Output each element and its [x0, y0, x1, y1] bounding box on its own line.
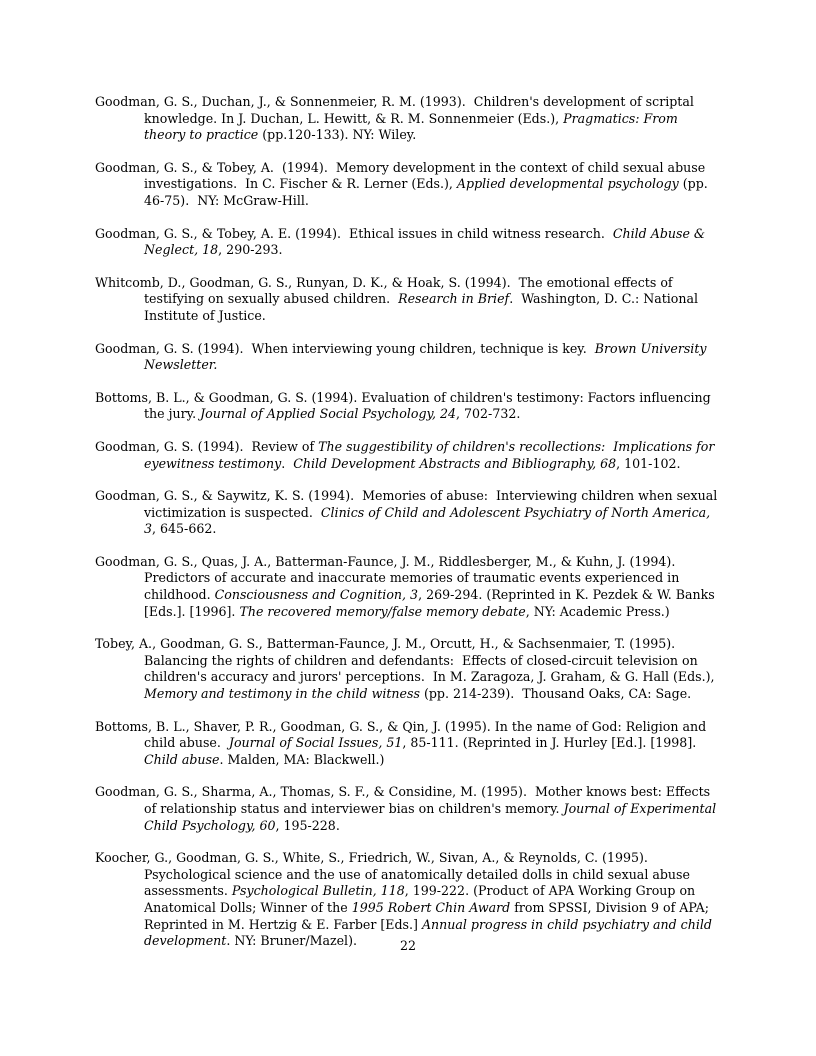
reference-text: . Washington, D. C.: National Institute of Justice. — [144, 291, 703, 323]
reference-italic-text: Child abuse — [144, 751, 220, 767]
reference-italic-text: Research in Brief — [398, 291, 510, 307]
reference-entry — [95, 488, 723, 538]
reference-text: Goodman, G. S. (1994). When interviewing young children, technique is key. — [95, 340, 595, 356]
reference-entry — [95, 719, 723, 769]
reference-italic-text: The suggestibility of children's recollections: Implications for eyewitness testimony — [144, 438, 719, 471]
reference-entry — [95, 554, 723, 620]
page-number: 22 — [399, 938, 417, 953]
reference-text: Goodman, G. S. (1994). Review of — [95, 438, 319, 454]
reference-italic-text: Annual progress in child psychiatry and child development — [144, 916, 716, 949]
reference-entry — [95, 390, 723, 423]
reference-italic-text: Memory and testimony in the child witness — [144, 686, 420, 702]
reference-italic-text: 1995 Robert Chin Award — [351, 899, 511, 915]
reference-list — [95, 94, 723, 966]
reference-italic-text: Pragmatics: From theory to practice — [144, 110, 682, 143]
reference-italic-text: Journal of Social Issues, 51 — [228, 735, 403, 751]
reference-italic-text: Journal of Experimental Child Psychology, 60 — [144, 801, 721, 833]
reference-entry — [95, 850, 723, 950]
reference-entry — [95, 636, 723, 702]
reference-italic-text: Child Development Abstracts and Bibliography, 68 — [293, 455, 617, 471]
reference-italic-text: Psychological Bulletin, 118 — [231, 883, 405, 899]
reference-text: , 85-111. (Reprinted in J. Hurley [Ed.]. [1998]. — [402, 735, 701, 751]
reference-text: Koocher, G., Goodman, G. S., White, S., Friedrich, W., Sivan, A., & Reynolds, C. (1995). Psychological science and the use of anatomically detailed dolls in child sexual abuse assessments. — [95, 850, 694, 899]
reference-text: , 269-294. (Reprinted in K. Pezdek & W. Banks [Eds.]. [1996]. — [144, 587, 719, 619]
reference-italic-text: Journal of Applied Social Psychology, 24 — [200, 406, 457, 422]
reference-text: Goodman, G. S., & Tobey, A. E. (1994). Ethical issues in child witness research. — [95, 225, 613, 241]
reference-text: from SPSSI, Division 9 of APA; Reprinted in M. Hertzig & E. Farber [Eds.] — [144, 899, 714, 932]
reference-italic-text: The recovered memory/false memory debate — [239, 603, 526, 619]
reference-text: Goodman, G. S., & Tobey, A. (1994). Memory development in the context of child sexual abuse investigations. In C. Fischer & R. Lerner (Eds.), — [95, 159, 710, 192]
reference-text: , 195-228. — [275, 817, 340, 833]
reference-italic-text: Child Abuse & Neglect, 18 — [144, 225, 710, 258]
reference-italic-text: Clinics of Child and Adolescent Psychiatry of North America, 3 — [144, 504, 715, 537]
reference-text: , 199-222. (Product of APA Working Group on Anatomical Dolls; Winner of the — [144, 883, 700, 915]
reference-text: (pp. 46-75). NY: McGraw-Hill. — [144, 176, 712, 208]
reference-text: , 101-102. — [616, 455, 681, 471]
reference-text: Bottoms, B. L., & Goodman, G. S. (1994). Evaluation of children's testimony: Factors influencing the jury. — [95, 389, 715, 422]
reference-entry — [95, 784, 723, 834]
reference-text: Goodman, G. S., Quas, J. A., Batterman-Faunce, J. M., Riddlesberger, M., & Kuhn, J. (1994). Predictors of accurate and inaccurate memories of traumatic events experienced in childhood. — [95, 553, 684, 603]
reference-text: , NY: Academic Press.) — [525, 603, 670, 619]
reference-text: . NY: Bruner/Mazel). — [226, 933, 358, 949]
reference-text: Tobey, A., Goodman, G. S., Batterman-Faunce, J. M., Orcutt, H., & Sachsenmaier, T. (1995). Balancing the rights of children and defendants: Effects of closed-circuit television on children's accuracy and jurors' perceptions. In M. Zaragoza, J. Graham, & G. Hall (Eds.), — [95, 636, 719, 685]
reference-text: Goodman, G. S., Duchan, J., & Sonnenmeier, R. M. (1993). Children's development of scriptal knowledge. In J. Duchan, L. Hewitt, & R. M. Sonnenmeier (Eds.), — [95, 94, 698, 126]
reference-text: . — [281, 455, 294, 471]
reference-text: (pp. 214-239). Thousand Oaks, CA: Sage. — [419, 686, 692, 702]
reference-text: , 645-662. — [152, 521, 217, 537]
reference-italic-text: Applied developmental psychology — [456, 176, 679, 192]
reference-entry — [95, 341, 723, 374]
reference-text: , 290-293. — [218, 242, 283, 258]
reference-text: (pp.120-133). NY: Wiley. — [258, 127, 417, 143]
reference-entry — [95, 439, 723, 472]
reference-entry — [95, 275, 723, 325]
reference-italic-text: Consciousness and Cognition, 3 — [214, 587, 419, 603]
reference-text: Goodman, G. S., Sharma, A., Thomas, S. F., & Considine, M. (1995). Mother knows best: Effects of relationship status and interviewer bias on children's memory. — [95, 784, 715, 816]
reference-italic-text: Brown University Newsletter. — [144, 340, 711, 373]
reference-text: Bottoms, B. L., Shaver, P. R., Goodman, G. S., & Qin, J. (1995). In the name of God: Religion and child abuse. — [95, 718, 711, 751]
reference-text: , 702-732. — [456, 406, 521, 422]
reference-entry — [95, 94, 723, 144]
reference-entry — [95, 226, 723, 259]
reference-entry — [95, 160, 723, 210]
reference-text: Goodman, G. S., & Saywitz, K. S. (1994). Memories of abuse: Interviewing children when sexual victimization is suspected. — [95, 488, 722, 520]
reference-text: Whitcomb, D., Goodman, G. S., Runyan, D. K., & Hoak, S. (1994). The emotional effects of testifying on sexually abused children. — [95, 274, 677, 307]
reference-text: . Malden, MA: Blackwell.) — [219, 751, 385, 767]
